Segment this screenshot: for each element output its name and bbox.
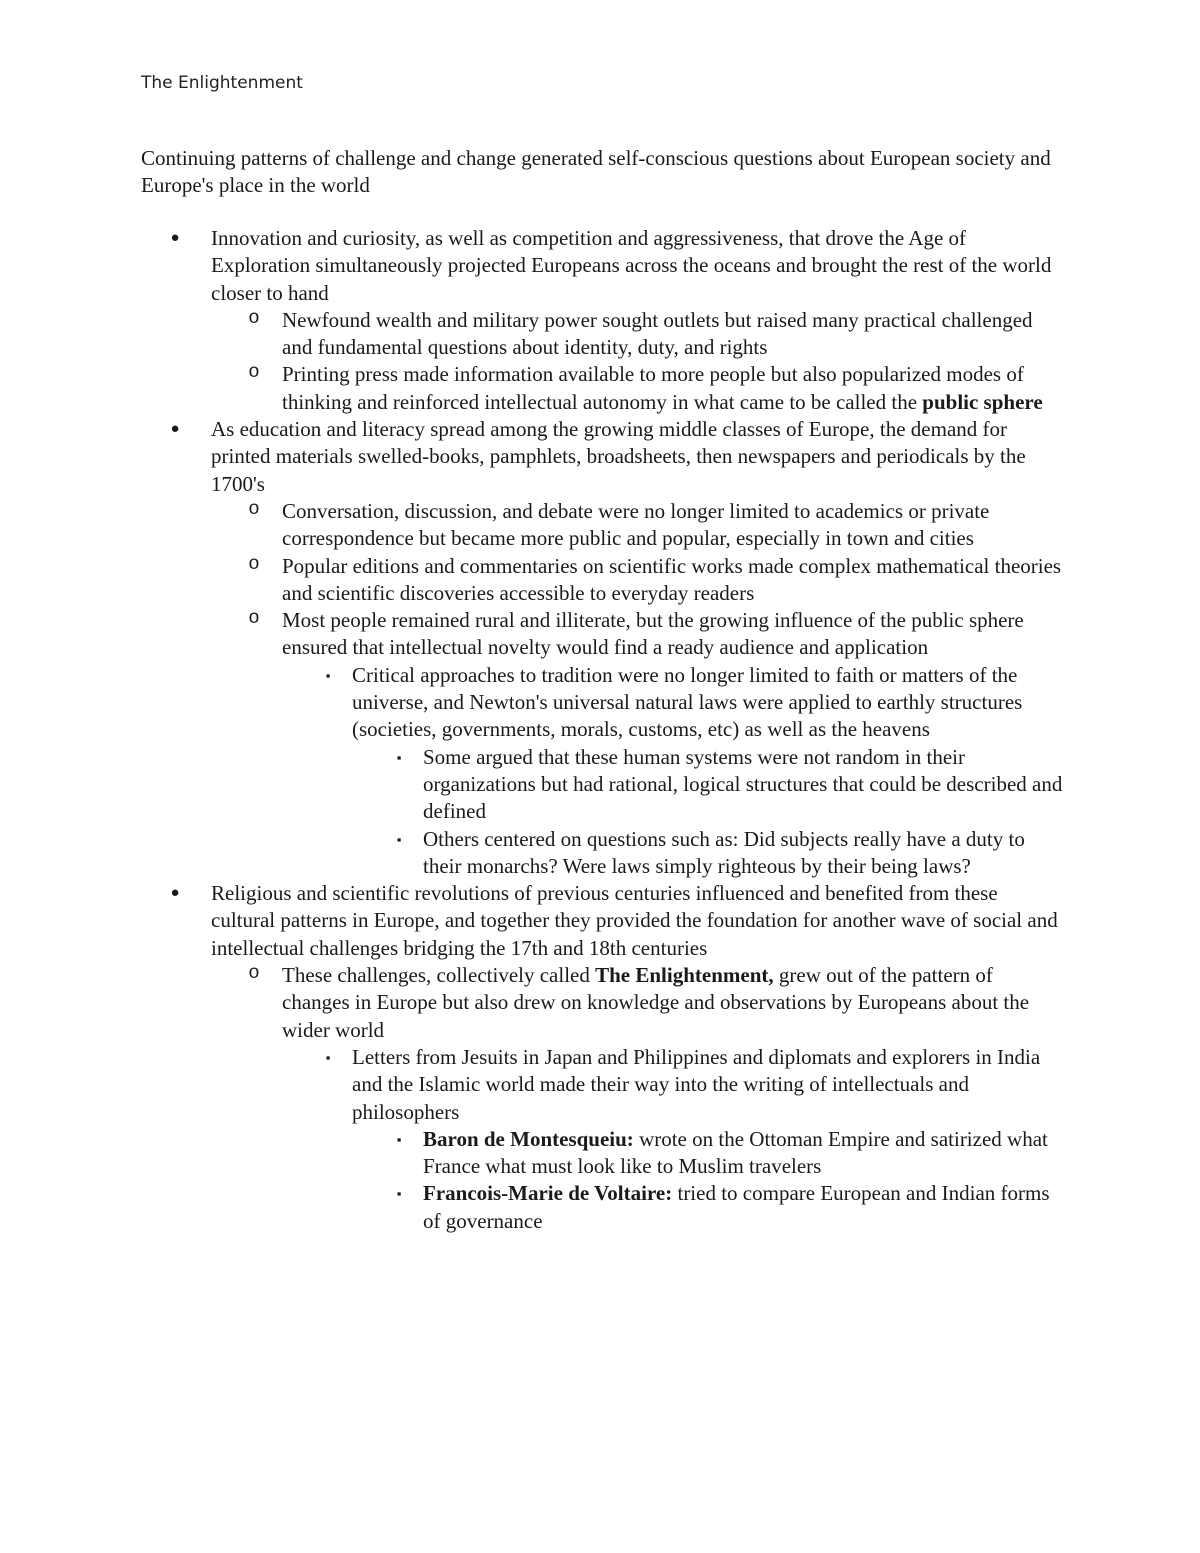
square-bullet-icon: ▪ [396,749,402,765]
list-item-text: Some argued that these human systems were not random in their organizations but had rational, logical structures that could be described and defined [423,744,1063,824]
list-item [325,1044,1062,1126]
list-item [396,1126,1063,1181]
list-item-text: Printing press made information available to more people but also popularized modes of thinking and reinforced intellectual autonomy in what came to be called the [282,362,1024,414]
list-item [248,497,1062,553]
disc-bullet-icon: ● [170,421,180,438]
square-bullet-icon: ▪ [325,1049,331,1065]
circle-bullet-icon: o [248,306,260,329]
bold-term: Baron de Montesqueiu: [423,1126,634,1151]
list-item [396,1180,1063,1235]
bold-term: The Enlightenment, [595,963,774,988]
circle-bullet-icon: o [248,552,260,575]
disc-bullet-icon: ● [170,885,180,902]
list-item-text: Most people remained rural and illiterate, but the growing influence of the public sphere ensured that intellectual novelty would find a ready audience and application [282,608,1024,660]
list-item [396,744,1063,826]
disc-bullet-icon: ● [170,230,180,246]
list-item-text: These challenges, collectively called [282,963,596,988]
list-item-text: tried to compare European and Indian forms of governance [423,1181,1050,1233]
bold-term: public sphere [922,389,1043,414]
list-item-text: As education and literacy spread among the growing middle classes of Europe, the demand for printed materials swelled-books, pamphlets, broadsheets, then newspapers and periodicals by the 1700's [211,417,1026,496]
circle-bullet-icon: o [248,361,260,384]
list-item-text: Letters from Jesuits in Japan and Philippines and diplomats and explorers in India and the Islamic world made their way into the writing of intellectuals and philosophers [352,1044,1041,1124]
square-bullet-icon: ▪ [396,1186,402,1202]
circle-bullet-icon: o [248,607,260,630]
list-item-text: Critical approaches to tradition were no longer limited to faith or matters of the universe, and Newton's universal natural laws were applied to earthly structures (societies, governments, morals, customs, etc) as well as the heavens [352,662,1023,742]
list-item-text: Religious and scientific revolutions of previous centuries influenced and benefited from these cultural patterns in Europe, and together they provided the foundation for another wave of social and intellectual challenges bridging the 17th and 18th centuries [211,881,1058,960]
square-bullet-icon: ▪ [325,667,331,683]
list-item [248,361,1062,416]
square-bullet-icon: ▪ [396,831,402,847]
intro-paragraph: Continuing patterns of challenge and change generated self-conscious questions about European society and Europe's place in the world [141,146,1051,197]
list-item [248,306,1062,362]
outline-list [0,225,1200,1235]
list-item [396,826,1063,881]
list-item-text: Popular editions and commentaries on scientific works made complex mathematical theories and scientific discoveries accessible to everyday readers [282,553,1062,605]
list-item-text: Conversation, discussion, and debate were no longer limited to academics or private correspondence but became more public and popular, especially in town and cities [282,498,990,551]
square-bullet-icon: ▪ [396,1131,402,1147]
list-item [170,225,1066,307]
circle-bullet-icon: o [248,497,260,520]
list-item [248,962,1062,1044]
list-item-text: Newfound wealth and military power sought outlets but raised many practical challenged and fundamental questions about identity, duty, and rights [282,307,1033,360]
list-item-text: grew out of the pattern of changes in Europe but also drew on knowledge and observations by Europeans about the wider world [282,963,1030,1042]
list-item [170,880,1066,962]
page-title: The Enlightenment [141,73,303,93]
list-item-text: Innovation and curiosity, as well as competition and aggressiveness, that drove the Age of Exploration simultaneously projected Europeans across the oceans and brought the rest of the world closer to hand [211,226,1052,305]
circle-bullet-icon: o [248,962,260,985]
list-item [325,662,1062,744]
list-item [170,416,1066,498]
list-item-text: Others centered on questions such as: Did subjects really have a duty to their monarchs? Were laws simply righteous by their being laws? [423,826,1025,878]
list-item [248,607,1062,662]
bold-term: Francois-Marie de Voltaire: [423,1181,673,1206]
list-item-text: wrote on the Ottoman Empire and satirized what France what must look like to Muslim travelers [423,1126,1048,1179]
list-item [248,552,1062,608]
